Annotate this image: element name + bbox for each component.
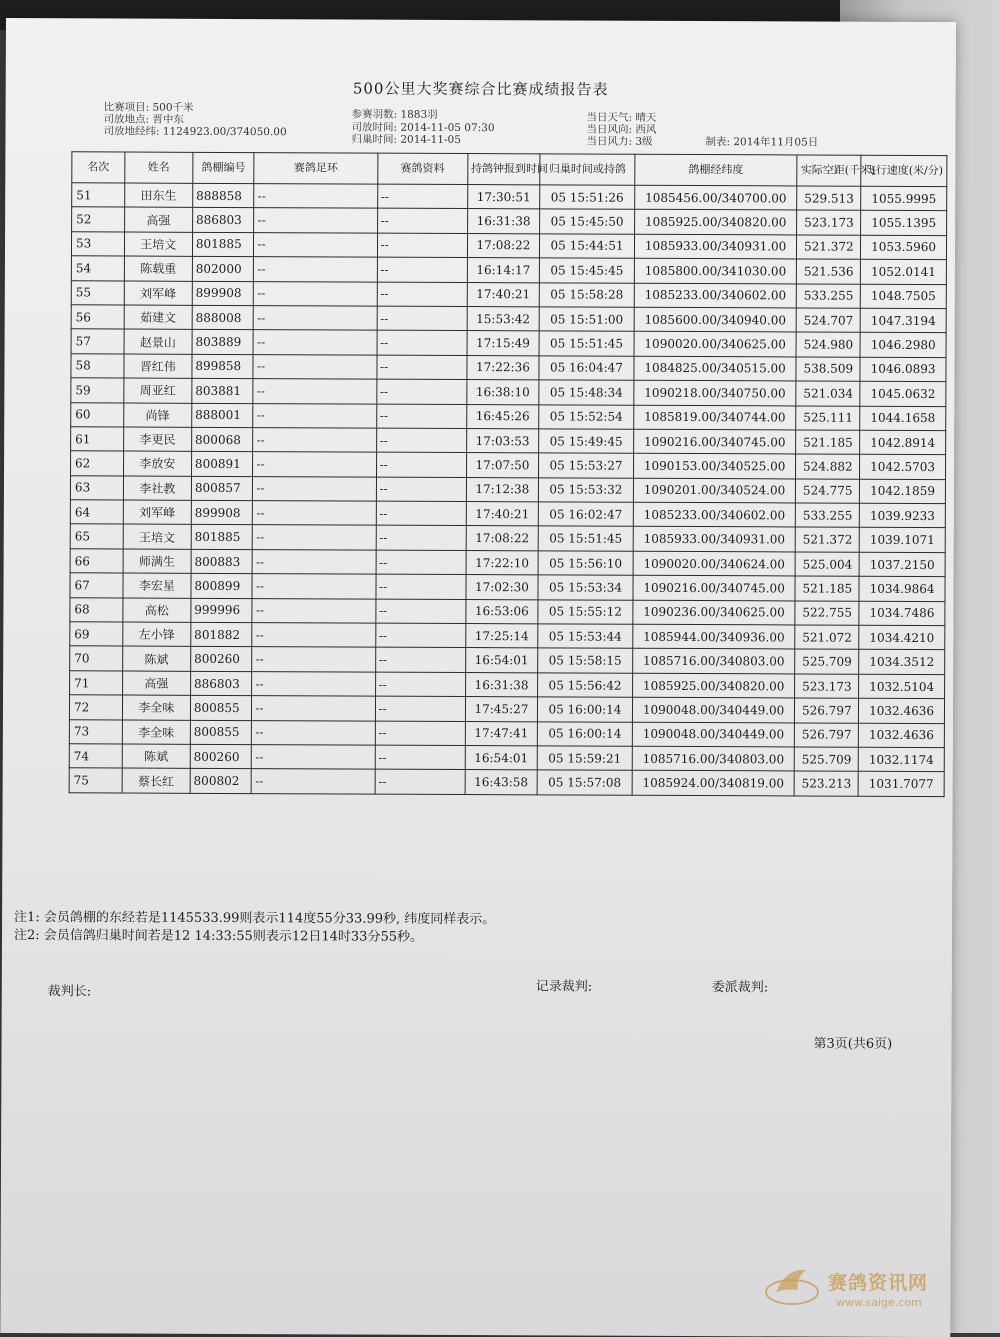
header-return-time: 归巢时间或持鸽: [540, 154, 635, 185]
cell-name: 刘军峰: [123, 500, 191, 525]
cell-loft-id: 888001: [192, 403, 254, 428]
table-row: [71, 329, 946, 357]
cell-rank: 57: [71, 329, 124, 354]
cell-pigeon-info: --: [377, 330, 467, 355]
cell-rank: 63: [70, 475, 123, 500]
cell-loft-id: 801885: [191, 525, 253, 550]
cell-ring: --: [254, 184, 377, 209]
table-row: [71, 354, 946, 382]
cell-clock-time: 16:31:38: [465, 672, 538, 697]
cell-loft-id: 801885: [192, 232, 254, 257]
cell-speed: 1045.0632: [860, 381, 946, 406]
cell-ring: --: [254, 208, 377, 233]
cell-ring: --: [253, 354, 376, 379]
cell-loft-id: 888008: [192, 305, 254, 330]
meta-release-coords: 司放地经纬: 1124923.00/374050.00: [103, 125, 287, 139]
cell-return-time: 05 15:56:42: [538, 673, 633, 698]
cell-pigeon-info: --: [375, 745, 465, 770]
note-2: 注2: 会员信鸽归巢时间若是12 14:33:55则表示12日14时33分55秒。: [13, 928, 424, 945]
note-1: 注1: 会员鸽棚的东经若是1145533.99则表示114度55分33.99秒, 纬度同样表示。: [14, 910, 496, 928]
cell-return-time: 05 16:02:47: [539, 502, 634, 527]
cell-pigeon-info: --: [376, 452, 466, 477]
cell-rank: 66: [70, 549, 123, 574]
cell-speed: 1052.0141: [861, 259, 947, 284]
cell-pigeon-info: --: [375, 672, 465, 697]
cell-pigeon-info: --: [376, 379, 466, 404]
cell-name: 王培文: [123, 524, 191, 549]
cell-coords: 1090153.00/340525.00: [633, 454, 796, 479]
cell-distance: 538.509: [796, 357, 860, 382]
cell-loft-id: 800260: [191, 647, 253, 672]
cell-loft-id: 802000: [192, 256, 254, 281]
header-ring: 赛鸽足环: [254, 153, 377, 185]
header-name: 姓名: [125, 152, 193, 183]
meta-weather: 当日天气: 晴天: [586, 111, 657, 124]
cell-rank: 56: [71, 305, 124, 330]
cell-clock-time: 16:31:38: [467, 209, 540, 234]
cell-coords: 1090218.00/340750.00: [634, 380, 797, 405]
cell-distance: 521.185: [796, 430, 860, 455]
cell-loft-id: 800899: [191, 574, 253, 599]
cell-speed: 1032.4636: [859, 698, 945, 723]
cell-ring: --: [252, 574, 375, 599]
cell-return-time: 05 15:51:45: [539, 331, 634, 356]
cell-rank: 70: [70, 646, 123, 671]
cell-clock-time: 17:30:51: [467, 185, 540, 210]
meta-made-date: 制表: 2014年11月05日: [705, 136, 819, 149]
cell-name: 李放安: [123, 451, 191, 476]
cell-distance: 526.797: [795, 698, 859, 723]
cell-name: 李宏星: [123, 573, 191, 598]
cell-return-time: 05 16:04:47: [539, 356, 634, 381]
cell-rank: 53: [71, 232, 124, 257]
cell-speed: 1055.9995: [861, 186, 947, 211]
cell-loft-id: 999996: [191, 598, 253, 623]
cell-name: 李社教: [123, 476, 191, 501]
cell-coords: 1085925.00/340820.00: [634, 210, 797, 235]
cell-name: 陈斌: [122, 744, 190, 769]
cell-speed: 1044.1658: [860, 406, 946, 431]
cell-coords: 1085233.00/340602.00: [634, 283, 797, 308]
cell-distance: 524.882: [796, 454, 860, 479]
header-speed: 飞行速度(米/分): [861, 155, 947, 186]
meta-wind-direction: 当日风向: 西风: [586, 123, 657, 136]
cell-speed: 1042.1859: [860, 479, 946, 504]
cell-distance: 525.111: [796, 405, 860, 430]
cell-speed: 1042.8914: [860, 430, 946, 455]
cell-distance: 524.980: [796, 332, 860, 357]
cell-distance: 524.707: [797, 308, 861, 333]
cell-rank: 72: [69, 695, 122, 720]
cell-rank: 68: [70, 597, 123, 622]
cell-rank: 60: [71, 402, 124, 427]
cell-coords: 1085800.00/341030.00: [634, 258, 797, 283]
cell-pigeon-info: --: [376, 404, 466, 429]
cell-coords: 1090216.00/340745.00: [633, 429, 796, 454]
cell-coords: 1090201.00/340524.00: [633, 478, 796, 503]
cell-return-time: 05 15:48:34: [539, 380, 634, 405]
cell-clock-time: 17:03:53: [466, 428, 539, 453]
cell-clock-time: 16:14:17: [467, 258, 540, 283]
cell-ring: --: [254, 257, 377, 282]
cell-return-time: 05 15:56:10: [538, 551, 633, 576]
cell-pigeon-info: --: [375, 648, 465, 673]
cell-return-time: 05 16:00:14: [538, 721, 633, 746]
cell-rank: 58: [71, 354, 124, 379]
cell-rank: 51: [72, 183, 125, 208]
cell-loft-id: 899858: [192, 354, 254, 379]
cell-loft-id: 800857: [191, 476, 253, 501]
cell-return-time: 05 15:53:27: [539, 453, 634, 478]
cell-coords: 1090216.00/340745.00: [633, 575, 796, 600]
cell-clock-time: 17:08:22: [467, 233, 540, 258]
cell-ring: --: [253, 476, 376, 501]
watermark-text: 赛鸽资讯网: [828, 1272, 929, 1294]
cell-clock-time: 17:07:50: [466, 453, 539, 478]
cell-return-time: 05 15:58:15: [538, 648, 633, 673]
cell-coords: 1085924.00/340819.00: [632, 771, 795, 796]
cell-loft-id: 800883: [191, 549, 253, 574]
cell-rank: 62: [71, 451, 124, 476]
cell-coords: 1085233.00/340602.00: [633, 502, 796, 527]
cell-ring: --: [252, 720, 375, 745]
cell-clock-time: 17:22:36: [467, 355, 540, 380]
page-number: 第3页(共6页): [813, 1036, 893, 1052]
cell-clock-time: 17:15:49: [467, 331, 540, 356]
header-pigeon-info: 赛鸽资料: [377, 153, 467, 184]
cell-ring: --: [254, 232, 377, 257]
cell-ring: --: [253, 403, 376, 428]
cell-pigeon-info: --: [375, 696, 465, 721]
cell-loft-id: 803881: [192, 378, 254, 403]
cell-clock-time: 16:53:06: [466, 599, 539, 624]
cell-clock-time: 17:45:27: [465, 697, 538, 722]
cell-name: 蔡长红: [122, 768, 190, 793]
table-header-row: [72, 152, 947, 187]
cell-coords: 1085456.00/340700.00: [634, 185, 797, 210]
cell-rank: 67: [70, 573, 123, 598]
cell-distance: 523.213: [795, 771, 859, 796]
cell-coords: 1085933.00/340931.00: [634, 234, 797, 259]
cell-pigeon-info: --: [376, 501, 466, 526]
cell-rank: 75: [69, 768, 122, 793]
cell-clock-time: 17:12:38: [466, 477, 539, 502]
cell-return-time: 05 15:49:45: [539, 429, 634, 454]
cell-speed: 1034.4210: [859, 625, 945, 650]
cell-pigeon-info: --: [377, 257, 467, 282]
cell-coords: 1085933.00/340931.00: [633, 527, 796, 552]
cell-coords: 1090020.00/340625.00: [634, 332, 797, 357]
cell-speed: 1046.0893: [860, 357, 946, 382]
cell-name: 茹建文: [124, 305, 192, 330]
cell-coords: 1085925.00/340820.00: [632, 673, 795, 698]
cell-distance: 529.513: [797, 186, 861, 211]
cell-pigeon-info: --: [377, 233, 467, 258]
cell-ring: --: [253, 549, 376, 574]
cell-speed: 1034.7486: [859, 601, 945, 626]
cell-rank: 59: [71, 378, 124, 403]
cell-clock-time: 17:25:14: [465, 624, 538, 649]
cell-distance: 521.536: [797, 259, 861, 284]
cell-speed: 1046.2980: [860, 333, 946, 358]
cell-rank: 69: [70, 622, 123, 647]
header-loft-id: 鸽棚编号: [193, 152, 255, 183]
cell-loft-id: 886803: [192, 208, 254, 233]
cell-coords: 1084825.00/340515.00: [634, 356, 797, 381]
cell-clock-time: 17:02:30: [466, 575, 539, 600]
cell-name: 田东生: [124, 183, 192, 208]
cell-ring: --: [254, 306, 377, 331]
cell-return-time: 05 15:53:32: [539, 478, 634, 503]
cell-loft-id: 800260: [190, 744, 252, 769]
cell-name: 陈载重: [124, 256, 192, 281]
cell-coords: 1085716.00/340803.00: [632, 746, 795, 771]
cell-name: 晋红伟: [124, 354, 192, 379]
cell-coords: 1085944.00/340936.00: [633, 624, 796, 649]
cell-ring: --: [252, 769, 375, 794]
cell-clock-time: 17:40:21: [467, 282, 540, 307]
cell-loft-id: 801882: [191, 622, 253, 647]
cell-clock-time: 16:43:58: [465, 770, 538, 795]
cell-coords: 1085716.00/340803.00: [632, 649, 795, 674]
cell-clock-time: 17:40:21: [466, 502, 539, 527]
report-title: 500公里大奖赛综合比赛成绩报告表: [352, 79, 609, 99]
cell-return-time: 05 15:44:51: [540, 234, 635, 259]
cell-return-time: 05 15:53:44: [538, 624, 633, 649]
meta-entries: 参赛羽数: 1883羽: [351, 108, 438, 121]
cell-speed: 1042.5703: [860, 455, 946, 480]
cell-return-time: 05 15:59:21: [537, 746, 632, 771]
cell-name: 高松: [123, 598, 191, 623]
cell-pigeon-info: --: [376, 550, 466, 575]
cell-pigeon-info: --: [375, 769, 465, 794]
cell-rank: 61: [71, 427, 124, 452]
cell-rank: 65: [70, 524, 123, 549]
cell-clock-time: 17:22:10: [466, 550, 539, 575]
cell-distance: 533.255: [797, 284, 861, 309]
watermark-url: www.saige.com: [836, 1296, 922, 1309]
cell-loft-id: 800891: [191, 452, 253, 477]
cell-pigeon-info: --: [377, 184, 467, 209]
meta-release-place: 司放地点: 晋中东: [103, 113, 184, 126]
header-rank: 名次: [72, 152, 125, 183]
cell-return-time: 05 15:45:45: [540, 258, 635, 283]
cell-loft-id: 800068: [192, 427, 254, 452]
header-distance: 实际空距(千米): [797, 155, 861, 186]
cell-return-time: 05 15:45:50: [540, 209, 635, 234]
cell-speed: 1032.4636: [859, 723, 945, 748]
table-row: [69, 768, 944, 796]
cell-speed: 1053.5960: [861, 235, 947, 260]
cell-return-time: 05 15:51:26: [540, 185, 635, 210]
cell-pigeon-info: --: [377, 306, 467, 331]
header-clock-time: 持鸽钟报到时间: [467, 154, 540, 185]
cell-loft-id: 886803: [190, 671, 252, 696]
cell-name: 师满生: [123, 549, 191, 574]
cell-return-time: 05 15:51:45: [538, 526, 633, 551]
cell-speed: 1048.7505: [860, 284, 946, 309]
cell-rank: 54: [71, 256, 124, 281]
cell-ring: --: [252, 671, 375, 696]
cell-loft-id: 899908: [192, 281, 254, 306]
cell-loft-id: 800855: [190, 696, 252, 721]
cell-return-time: 05 15:52:54: [539, 404, 634, 429]
table-row: [71, 232, 946, 260]
cell-name: 高强: [124, 207, 192, 232]
cell-distance: 525.004: [796, 552, 860, 577]
cell-clock-time: 16:38:10: [466, 380, 539, 405]
cell-distance: 521.034: [796, 381, 860, 406]
cell-pigeon-info: --: [375, 599, 465, 624]
cell-loft-id: 888858: [193, 183, 255, 208]
cell-coords: 1090048.00/340449.00: [632, 722, 795, 747]
cell-speed: 1047.3194: [860, 308, 946, 333]
cell-name: 赵景山: [124, 329, 192, 354]
cell-name: 李全味: [122, 720, 190, 745]
results-table: [69, 151, 948, 797]
meta-wind-force: 当日风力: 3级: [586, 135, 653, 148]
cell-distance: 523.173: [795, 674, 859, 699]
cell-name: 高强: [122, 671, 190, 696]
cell-speed: 1032.1174: [858, 747, 944, 772]
cell-distance: 533.255: [796, 503, 860, 528]
cell-distance: 524.775: [796, 479, 860, 504]
cell-clock-time: 16:54:01: [465, 648, 538, 673]
cell-distance: 522.755: [795, 601, 859, 626]
cell-distance: 526.797: [795, 723, 859, 748]
cell-name: 刘军峰: [124, 281, 192, 306]
cell-return-time: 05 15:58:28: [539, 282, 634, 307]
cell-speed: 1055.1395: [861, 211, 947, 236]
signature-chief-judge: 裁判长:: [47, 984, 92, 1000]
cell-ring: --: [252, 647, 375, 672]
cell-rank: 52: [72, 207, 125, 232]
cell-ring: --: [253, 452, 376, 477]
cell-speed: 1037.2150: [859, 552, 945, 577]
cell-pigeon-info: --: [377, 209, 467, 234]
pigeon-logo-icon: [762, 1262, 822, 1308]
cell-rank: 55: [71, 280, 124, 305]
signature-recorder: 记录裁判:: [535, 979, 593, 995]
cell-coords: 1090236.00/340625.00: [633, 600, 796, 625]
cell-distance: 521.372: [796, 527, 860, 552]
cell-pigeon-info: --: [376, 477, 466, 502]
cell-loft-id: 800802: [190, 769, 252, 794]
cell-return-time: 05 15:57:08: [537, 770, 632, 795]
cell-ring: --: [254, 281, 377, 306]
cell-name: 李全味: [122, 695, 190, 720]
cell-ring: --: [252, 696, 375, 721]
cell-distance: 521.072: [795, 625, 859, 650]
cell-pigeon-info: --: [376, 526, 466, 551]
cell-pigeon-info: --: [375, 721, 465, 746]
cell-ring: --: [253, 427, 376, 452]
cell-clock-time: 17:47:41: [465, 721, 538, 746]
cell-name: 左小锋: [123, 622, 191, 647]
cell-pigeon-info: --: [375, 623, 465, 648]
cell-rank: 71: [70, 671, 123, 696]
cell-name: 李更民: [123, 427, 191, 452]
report-sheet: [0, 18, 956, 1337]
cell-return-time: 05 15:53:34: [538, 575, 633, 600]
cell-ring: --: [253, 501, 376, 526]
cell-speed: 1039.1071: [859, 528, 945, 553]
cell-rank: 74: [69, 744, 122, 769]
cell-clock-time: 16:54:01: [465, 745, 538, 770]
cell-name: 陈斌: [122, 646, 190, 671]
cell-ring: --: [253, 525, 376, 550]
cell-return-time: 05 15:51:00: [539, 307, 634, 332]
cell-ring: --: [253, 379, 376, 404]
table-row: [71, 256, 946, 284]
cell-coords: 1085600.00/340940.00: [634, 307, 797, 332]
cell-ring: --: [253, 330, 376, 355]
meta-project: 比赛项目: 500千米: [103, 101, 194, 114]
cell-return-time: 05 15:55:12: [538, 599, 633, 624]
cell-ring: --: [252, 598, 375, 623]
cell-ring: --: [252, 745, 375, 770]
cell-distance: 525.709: [795, 649, 859, 674]
cell-coords: 1090048.00/340449.00: [632, 697, 795, 722]
cell-loft-id: 800855: [190, 720, 252, 745]
cell-pigeon-info: --: [376, 355, 466, 380]
cell-pigeon-info: --: [376, 574, 466, 599]
meta-release-time: 司放时间: 2014-11-05 07:30: [351, 121, 495, 135]
table-row: [71, 305, 946, 333]
cell-speed: 1032.5104: [859, 674, 945, 699]
cell-loft-id: 899908: [191, 500, 253, 525]
cell-name: 尚锋: [123, 403, 191, 428]
meta-return-time: 归巢时间: 2014-11-05: [351, 133, 461, 146]
cell-ring: --: [252, 623, 375, 648]
cell-rank: 73: [69, 719, 122, 744]
cell-distance: 523.173: [797, 210, 861, 235]
cell-clock-time: 15:53:42: [467, 306, 540, 331]
cell-speed: 1039.9233: [859, 503, 945, 528]
cell-distance: 521.185: [795, 576, 859, 601]
cell-return-time: 05 16:00:14: [538, 697, 633, 722]
cell-distance: 525.709: [795, 747, 859, 772]
cell-name: 王培文: [124, 232, 192, 257]
header-coords: 鸽棚经纬度: [635, 154, 798, 186]
cell-coords: 1090020.00/340624.00: [633, 551, 796, 576]
cell-clock-time: 16:45:26: [466, 404, 539, 429]
cell-clock-time: 17:08:22: [466, 526, 539, 551]
table-row: [72, 207, 947, 235]
cell-speed: 1034.3512: [859, 650, 945, 675]
cell-distance: 521.372: [797, 235, 861, 260]
cell-name: 周亚红: [124, 378, 192, 403]
cell-loft-id: 803889: [192, 330, 254, 355]
signature-delegate: 委派裁判:: [711, 980, 769, 996]
table-row: [71, 280, 946, 308]
cell-speed: 1034.9864: [859, 576, 945, 601]
cell-speed: 1031.7077: [858, 772, 944, 797]
cell-coords: 1085819.00/340744.00: [633, 405, 796, 430]
cell-rank: 64: [70, 500, 123, 525]
cell-pigeon-info: --: [376, 428, 466, 453]
cell-pigeon-info: --: [377, 282, 467, 307]
